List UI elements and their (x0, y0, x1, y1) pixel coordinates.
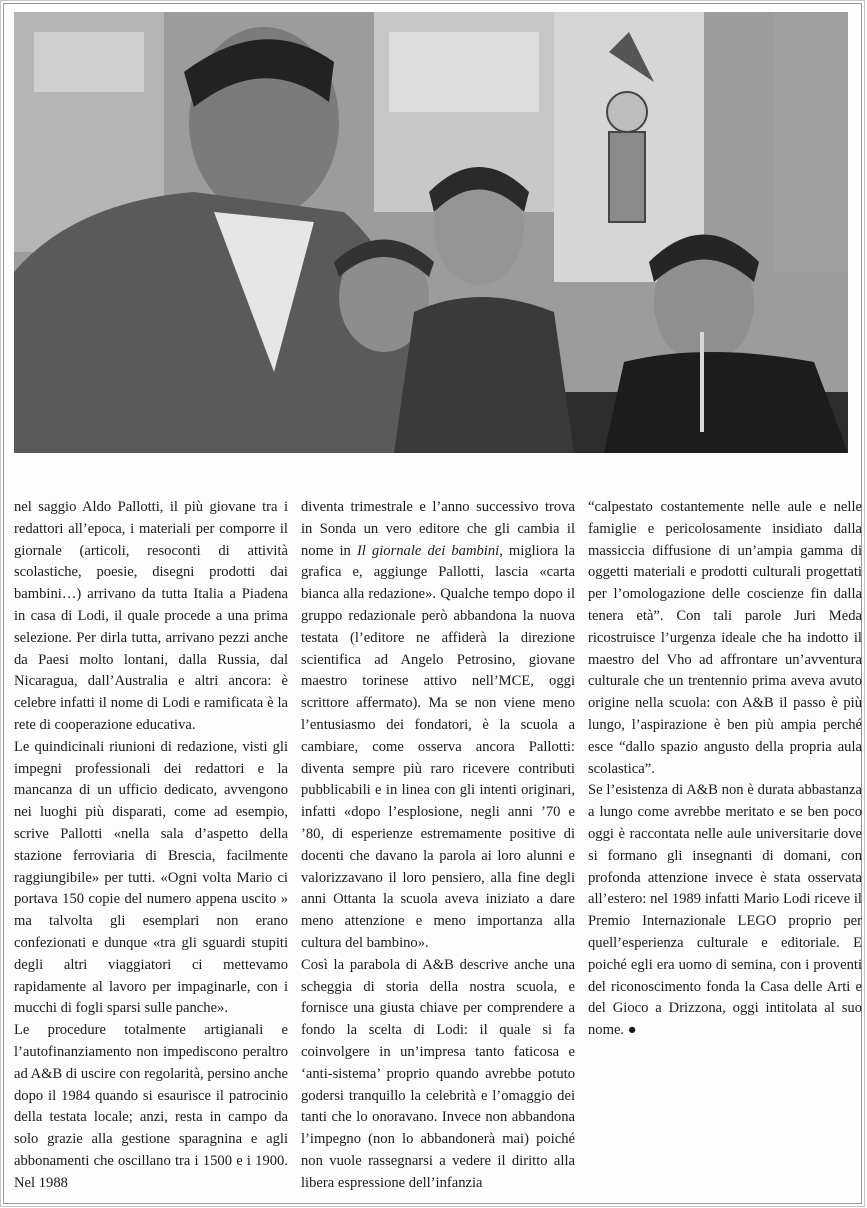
paragraph: Le quindicinali riunioni di redazione, visti gli impegni professionali dei redattori e la mancanza di un ufficio dedicato, avvengono nei luoghi più disparati, come ad esempio, scrive Pallotti «nella sala d’aspetto della stazione ferroviaria di Brescia, facilmente raggiungibile» per tutti. «Ogni volta Mario ci portava 150 copie del numero appena uscito » ma talvolta gli esemplari non erano confezionati e dunque «tra gli sguardi stupiti degli altri viaggiatori ci mettevamo rapidamente al lavoro per impaginarle, con i mucchi di fogli sparsi sulle panche». (14, 738, 288, 1017)
paragraph-text: Se l’esistenza di A&B non è durata abbastanza a lungo come avrebbe meritato e se ben poco oggi è raccontata nelle aule universitarie dove si formano gli insegnanti di domani, con profonda attenzione invece è stata osservata all’estero: nel 1989 infatti Mario Lodi riceve il Premio Internazionale LEGO proprio per quell’esperienza culturale e editoriale. E poiché egli era uomo di semina, con i proventi del riconoscimento fonda la Casa delle Arti e del Gioco a Drizzona, oggi intitolata al suo nome. (588, 782, 862, 1039)
classroom-photo (14, 12, 848, 453)
paragraph: nel saggio Aldo Pallotti, il più giovane tra i redattori all’epoca, i materiali per comporre il giornale (articoli, resoconti di attività scolastiche, poesie, disegni prodotti dai bambini…) arrivano da tutta Italia a Piadena in casa di Lodi, il quale procede a una prima selezione. Per dirla tutta, arrivano pezzi anche da Paesi molto lontani, dalla Russia, dal Nicaragua, dall’Australia e altri ancora: è celebre infatti il nome di Lodi e ramificata è la rete di cooperazione educativa. (14, 499, 288, 733)
photo-icon (14, 12, 848, 453)
paragraph: “calpestato costantemente nelle aule e nelle famiglie e pericolosamente insidiato dalla massiccia diffusione di un’ampia gamma di oggetti materiali e prodotti culturali progettati per l’omologazione delle coscienze fin dalla tenera età”. Con tali parole Juri Meda ricostruisce l’urgenza ideale che ha indotto il maestro del Vho ad affrontare un’avventura culturale che un trentennio prima aveva avuto origine nella scuola: con A&B il passo è più lungo, l’aspirazione è ben più ampia perché esce “dallo spazio angusto della propria aula scolastica”. (588, 499, 862, 777)
paragraph (588, 780, 862, 1042)
column-3 (588, 497, 862, 1042)
paragraph (301, 497, 575, 955)
paragraph: Le procedure totalmente artigianali e l’autofinanziamento non impediscono peraltro ad A&B di uscire con regolarità, persino anche dopo il 1984 quando si esaurisce il patrocinio della testata locale; anzi, resta in campo da solo grazie alla gestione sparagnina e agli abbonamenti che oscillano tra i 1500 e i 1900. Nel 1988 (14, 1022, 288, 1191)
column-1 (14, 497, 288, 1195)
paragraph-text: diventa trimestrale e l’anno successivo trova in Sonda un vero editore che gli cambia il nome in (301, 499, 575, 559)
column-2 (301, 497, 575, 1195)
paragraph-text: , migliora la grafica e, aggiunge Pallotti, lascia «carta bianca alla redazione». Qualche tempo dopo il gruppo redazionale però abbandona la nuova testata (l’editore ne affiderà la direzione scientifica ad Angelo Petrosino, giovane maestro torinese attivo nell’MCE, oggi scrittore affermato). Ma se non viene meno l’entusiasmo dei fondatori, è la scuola a cambiare, come osserva ancora Pallotti: diventa sempre più raro ricevere contributi pubblicabili e in linea con gli intenti originari, infatti «dopo l’esplosione, negli anni ’70 e ’80, di esperienze estremamente positive di docenti che davano la parola ai loro alunni e valorizzavano il loro pensiero, alla fine degli anni Ottanta la scuola aveva iniziato a dare meno attenzione e meno importanza alla cultura del bambino». (301, 542, 575, 951)
magazine-title: Il giornale dei bambini (356, 542, 500, 559)
end-mark-icon: ● (627, 1022, 637, 1039)
magazine-page (3, 3, 862, 1204)
paragraph: Così la parabola di A&B descrive anche una scheggia di storia della nostra scuola, e fornisce una giusta chiave per comprendere a fondo la scelta di Lodi: il quale si fa coinvolgere in un’impresa tanto faticosa e ‘anti-sistema’ proprio quando avrebbe potuto godersi tranquillo la celebrità e l’omaggio dei tanti che lo onoravano. Invece non abbandona l’impegno (non lo abbandonerà mai) poiché non vuole rassegnarsi a vedere il diritto alla libera espressione dell’infanzia (301, 956, 575, 1191)
article-body (14, 497, 862, 1191)
